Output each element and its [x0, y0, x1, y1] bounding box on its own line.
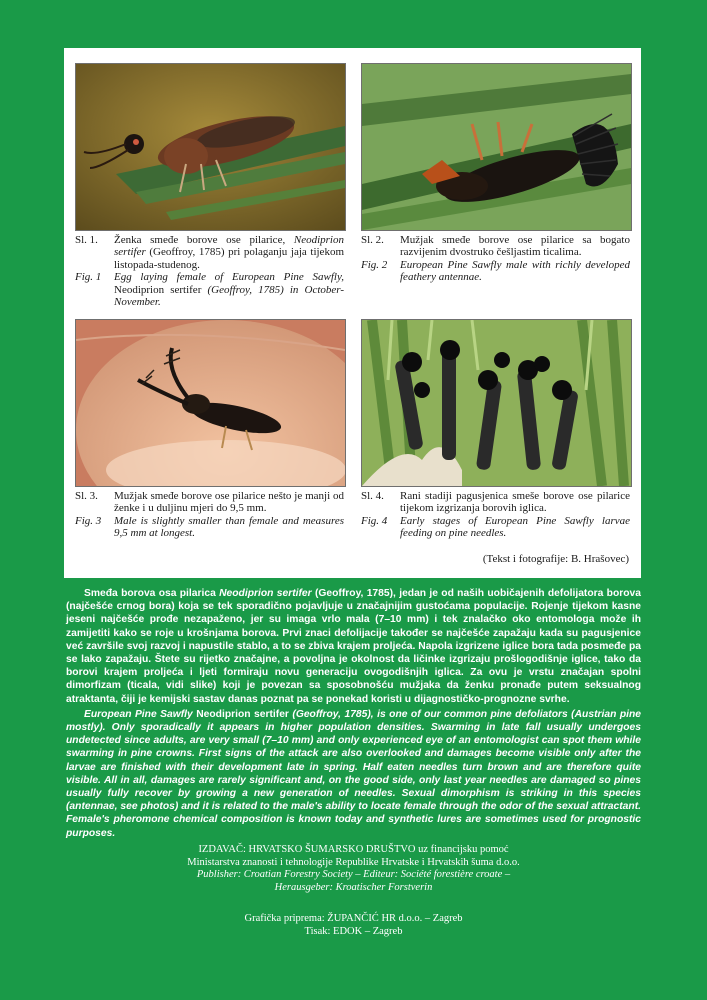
caption-text-hr: Ženka smeđe borove ose pilarice, Neodiprion sertifer (Geoffroy, 1785) pri polaganju jaja tijekom listopada-studenog. [114, 234, 344, 271]
caption-text-hr: Rani stadiji pagusjenica smeše borove ose pilarice tijekom izgrizanja borovih iglica. [400, 490, 630, 515]
caption-number: Sl. 1. [75, 234, 98, 246]
paragraph-english: European Pine Sawfly Neodiprion sertifer (Geoffroy, 1785), is one of our common pine defoliators (Austrian pine mostly). Only sporadically it appears in higher population densities. Swarming in late fall usually undergoes undetected since adults, are very small (7–10 mm) and only experienced eye of an entomologist can spot them while swarming in pine crowns. First signs of the attack are also overlooked and damages become visible only after the larvae are finished with their development late in spring. Half eaten needles turn brown and are therefore quite visible. All in all, damages are rarely significant and, on the good side, only last year needles are damaged so pines usually fully recover by growing a new generation of needles. Sexual dimorphism is striking in this species (antennae, see photos) and it is related to the male's ability to locate female through the odor of the sexual attractant. Female's pheromone chemical composition is known today and synthetic lures are sometimes used for prognostic purposes. [66, 708, 641, 839]
caption-number-en: Fig. 1 [75, 271, 102, 284]
caption-figure-2 [361, 234, 630, 284]
publisher-en-fr: Publisher: Croatian Forestry Society – Editeur: Société forestière croate – [196, 869, 511, 880]
caption-text-hr: Mužjak smeđe borove ose pilarice sa bogato razvijenim dvostruko češljastim ticalima. [400, 234, 630, 259]
caption-figure-1 [75, 234, 344, 308]
article-body [66, 587, 641, 840]
figure-panel [64, 48, 641, 578]
caption-text-en: Early stages of European Pine Sawfly larvae feeding on pine needles. [400, 514, 630, 540]
caption-text-en: European Pine Sawfly male with richly developed feathery antennae. [400, 258, 630, 284]
caption-number-en: Fig. 3 [75, 514, 102, 527]
design-credit: Grafička priprema: ŽUPANČIĆ HR d.o.o. – Zagreb [244, 913, 463, 924]
caption-number: Sl. 3. [75, 490, 98, 502]
photo-egg-laying-female [75, 63, 346, 231]
publisher-info [0, 844, 707, 894]
photo-credit: (Tekst i fotografije: B. Hrašovec) [482, 553, 629, 565]
photo-male-feathery-antennae [361, 63, 632, 231]
publisher-hr: IZDAVAČ: HRVATSKO ŠUMARSKO DRUŠTVO uz financijsku pomoć [198, 844, 509, 855]
caption-figure-3 [75, 490, 344, 540]
print-credit: Tisak: EDOK – Zagreb [304, 925, 403, 937]
caption-number: Sl. 2. [361, 234, 384, 246]
photo-male-on-finger [75, 319, 346, 487]
caption-number-en: Fig. 2 [361, 258, 388, 271]
print-info [0, 913, 707, 938]
caption-text-en: Egg laying female of European Pine Sawfly, Neodiprion sertifer (Geoffroy, 1785) in October-November. [114, 271, 344, 309]
caption-text-en: Male is slightly smaller than female and measures 9,5 mm at longest. [114, 514, 344, 540]
caption-figure-4 [361, 490, 630, 540]
caption-number-en: Fig. 4 [361, 514, 388, 527]
caption-number: Sl. 4. [361, 490, 384, 502]
publisher-de: Herausgeber: Kroatischer Forstverin [274, 881, 433, 893]
publisher-hr-funding: Ministarstva znanosti i tehnologije Republike Hrvatske i Hrvatskih šuma d.o.o. [187, 856, 520, 868]
caption-text-hr: Mužjak smeđe borove ose pilarice nešto je manji od ženke i u duljinu mjeri do 9,5 mm. [114, 490, 344, 515]
paragraph-croatian: Smeđa borova osa pilarica Neodiprion sertifer (Geoffroy, 1785), jedan je od naših uobičajenih defolijatora borova (najčešće crnog bora) koja se tek sporadično pojavljuje u značajnijim gustoćama populacije. Rojenje tijekom kasne jeseni najčešće prođe nezapaženo, jer su imaga vrlo mala (7–10 mm) i tek znalačko oko entomologa može ih zamijetiti kako se roje u krošnjama borova. Prvi znaci defolijacije također se najčešće zapažaju kada su pagusjenice već završile svoj razvoj i napustile stablo, a to se zbiva krajem proljeća. Napola izgrizene iglice bora tada posmeđe pa se lako zapažaju. Štete su rijetko značajne, a povoljna je okolnost da ličinke izgrizaju prošlogodišnje iglice, tako da borovi krajem proljeća i ljeti formiraju novu generaciju ovogodišnjih iglica. Za ovu je vrstu značajan spolni dimorfizam (ticala, vidi slike) koji je povezan sa sposobnošću mužjaka da ženku pronađe putem seksualnog atraktanta, čiji je kemijski sastav danas poznat pa se ponekad koristi u dijagnostičko-prognozne svrhe. [66, 588, 641, 705]
photo-larvae-feeding [361, 319, 632, 487]
